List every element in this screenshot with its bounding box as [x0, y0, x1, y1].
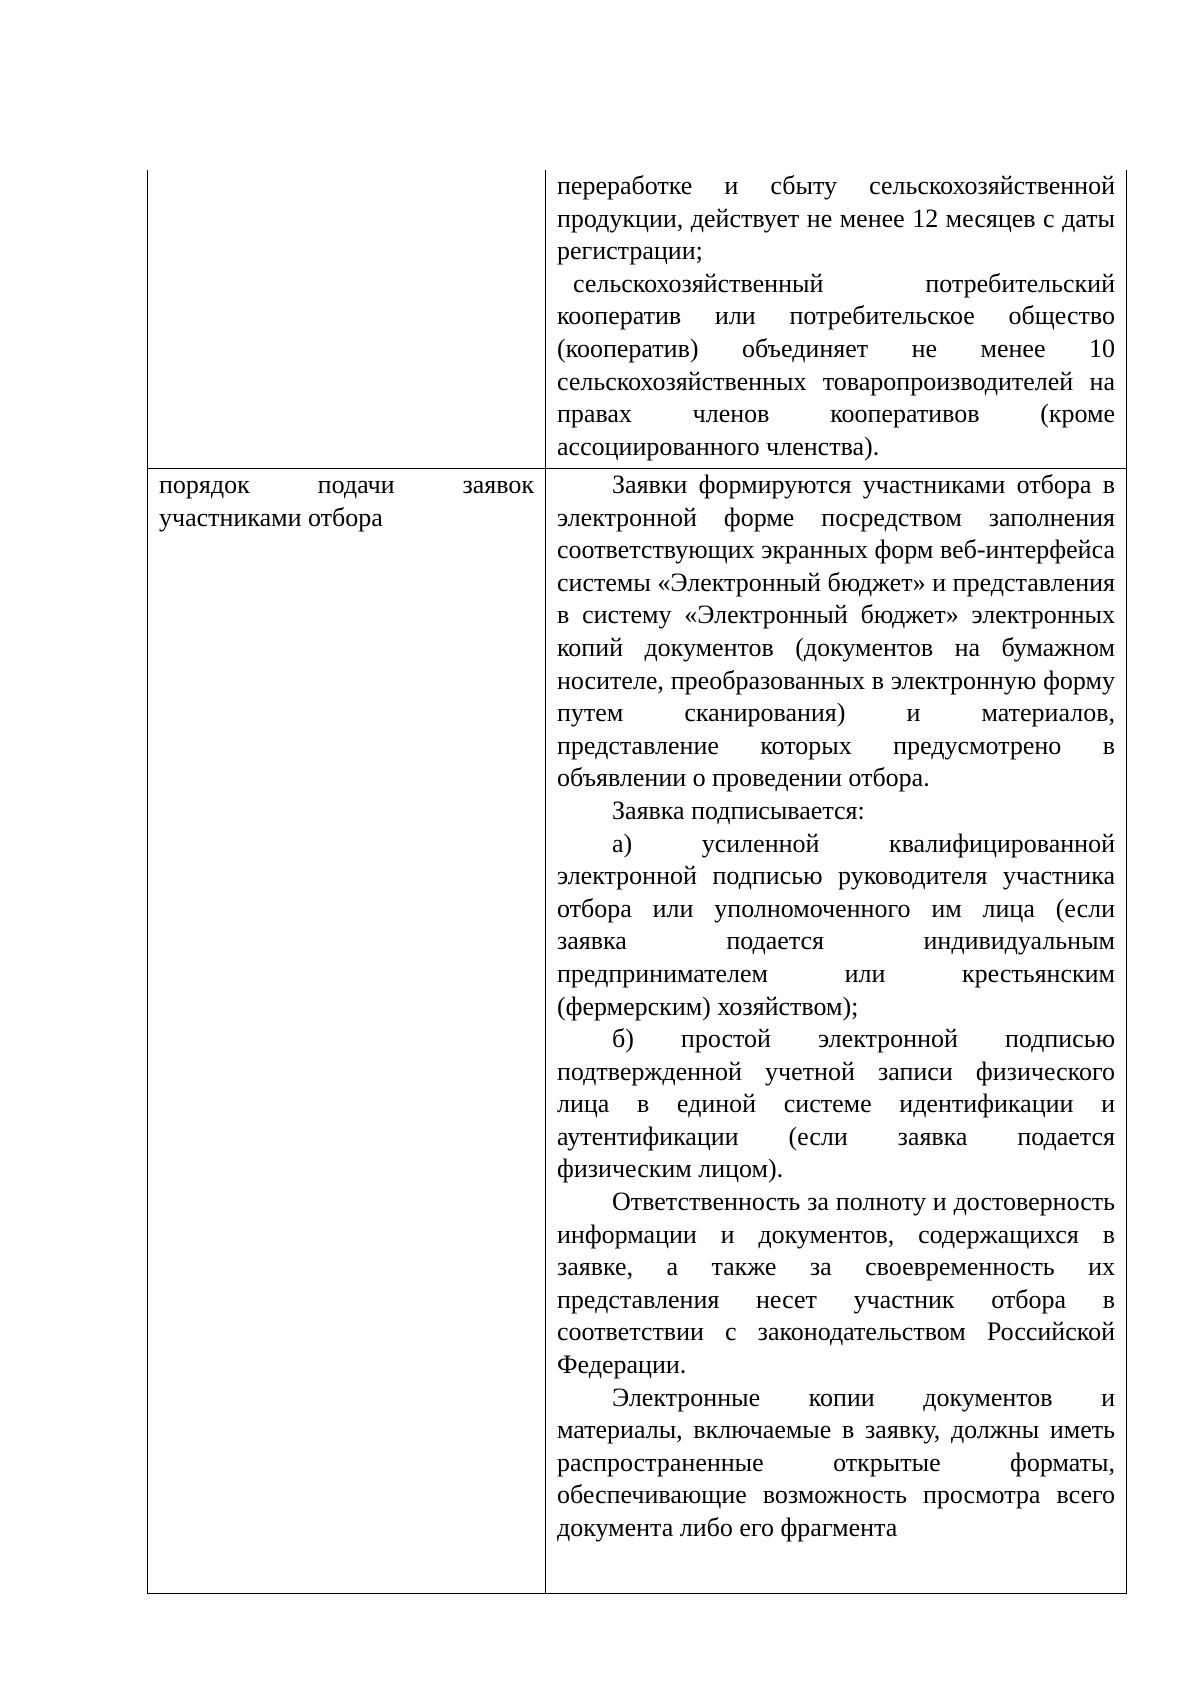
details-paragraph: Электронные копии документов и материалы, включаемые в заявку, должны иметь распространенные открытые форматы, обеспечивающие возможность просмотра всего документа либо его фрагмента — [557, 1382, 1115, 1542]
details-paragraph: Заявка подписывается: — [612, 795, 865, 825]
details-paragraph: Заявки формируются участниками отбора в электронной форме посредством заполнения соответствующих экранных форм веб-интерфейса системы «Электронный бюджет» и представления в систему «Электронный бюджет» электронных копий документов (документов на бумажном носителе, преобразованных в электронную форму путем сканирования) и материалов, представление которых предусмотрено в объявлении о проведении отбора. — [557, 470, 1115, 793]
criterion-cell — [148, 170, 546, 469]
table-row — [148, 170, 1127, 469]
details-cell — [546, 170, 1127, 469]
criterion-cell — [148, 469, 546, 1594]
details-paragraph: переработке и сбыту сельскохозяйственной продукции, действует не менее 12 месяцев с даты регистрации; — [557, 171, 1115, 266]
details-paragraph: б) простой электронной подписью подтвержденной учетной записи физического лица в единой системе идентификации и аутентификации (если заявка подается физическим лицом). — [557, 1024, 1115, 1184]
details-cell — [546, 469, 1127, 1594]
details-paragraph: сельскохозяйственный потребительский кооператив или потребительское общество (кооператив) объединяет не менее 10 сельскохозяйственных товаропроизводителей на правах членов кооперативов (кроме ассоциированного членства). — [557, 268, 1115, 461]
table-row — [148, 469, 1127, 1594]
details-paragraph: Ответственность за полноту и достоверность информации и документов, содержащихся в заявке, а также за своевременность их представления несет участник отбора в соответствии с законодательством Российской Федерации. — [557, 1187, 1115, 1380]
criterion-text: порядок подачи заявок участниками отбора — [159, 470, 534, 532]
details-paragraph: а) усиленной квалифицированной электронной подписью руководителя участника отбора или уполномоченного им лица (если заявка подается индивидуальным предпринимателем или крестьянским (фермерским) хозяйством); — [557, 828, 1115, 1021]
requirements-table — [147, 170, 1127, 1594]
